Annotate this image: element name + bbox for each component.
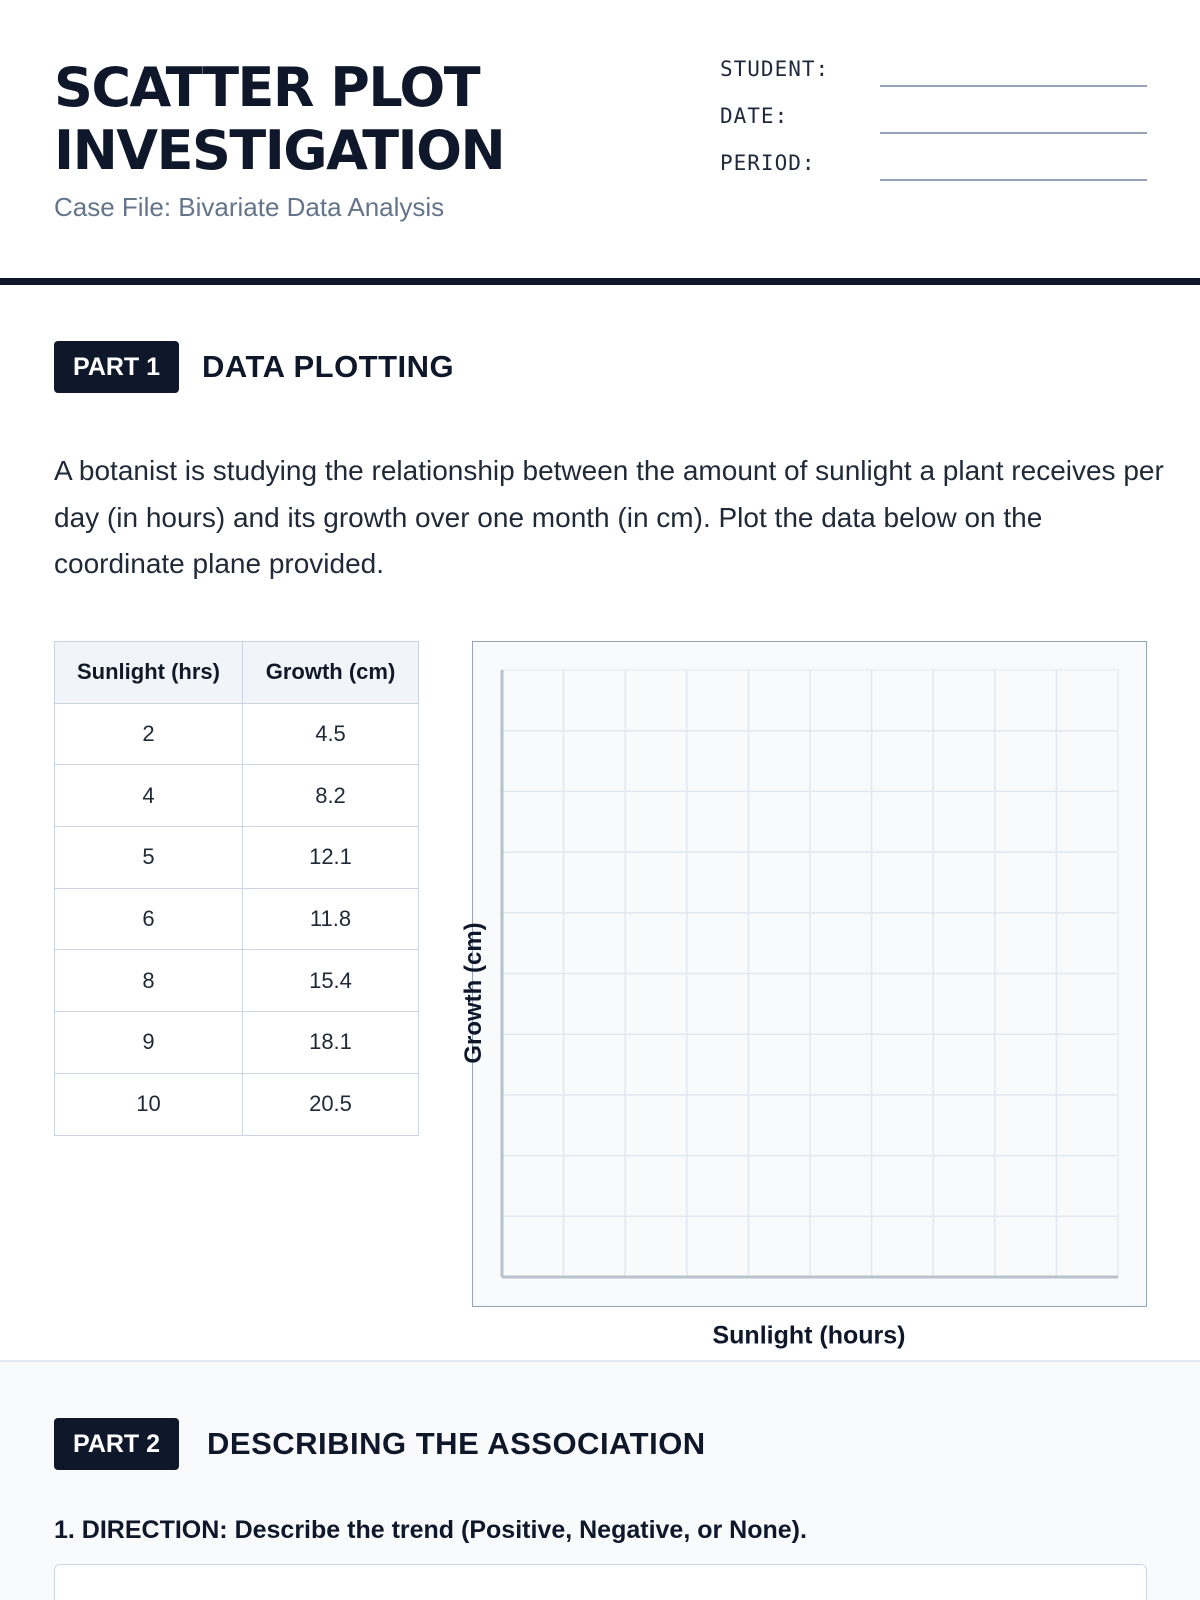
growth-cell: 8.2 [243,765,419,827]
x-axis-label: Sunlight (hours) [712,1321,906,1350]
answer-box-1[interactable] [54,1564,1147,1600]
part1-instructions: A botanist is studying the relationship between the amount of sunlight a plant receives per day (in hours) and its growth over one month (in cm). Plot the data below on the coordinate plane provided. [54,455,1164,579]
table-row [55,1073,419,1135]
sunlight-cell: 5 [55,827,243,889]
sunlight-cell: 2 [55,703,243,765]
column-header-growth: Growth (cm) [243,642,419,704]
table-row [55,950,419,1012]
question-1: 1. DIRECTION: Describe the trend (Positive, Negative, or None). [54,1516,807,1544]
part1-title: DATA PLOTTING [202,349,455,384]
page-title [54,56,504,182]
table-row [55,888,419,950]
header-divider [0,278,1200,285]
period-field [720,151,1147,185]
student-write-line[interactable] [880,85,1147,87]
table-row [55,765,419,827]
title-line-2: INVESTIGATION [54,119,505,182]
table-row [55,827,419,889]
title-line-1: SCATTER PLOT [54,56,480,119]
period-label: PERIOD: [720,151,816,175]
student-label: STUDENT: [720,57,830,81]
period-write-line[interactable] [880,179,1147,181]
date-write-line[interactable] [880,132,1147,134]
column-header-sunlight: Sunlight (hrs) [55,642,243,704]
part2-title: DESCRIBING THE ASSOCIATION [207,1426,706,1461]
date-label: DATE: [720,104,789,128]
growth-cell: 11.8 [243,888,419,950]
plot-grid[interactable] [473,642,1145,1305]
part2-badge: PART 2 [54,1418,179,1470]
page-subtitle: Case File: Bivariate Data Analysis [54,192,445,222]
coordinate-plane[interactable] [472,641,1147,1307]
data-table [54,641,419,1136]
worksheet-header [0,0,1200,280]
growth-cell: 4.5 [243,703,419,765]
y-axis-label: Growth (cm) [460,922,487,1064]
sunlight-cell: 4 [55,765,243,827]
growth-cell: 20.5 [243,1073,419,1135]
sunlight-cell: 9 [55,1012,243,1074]
growth-cell: 18.1 [243,1012,419,1074]
sunlight-cell: 6 [55,888,243,950]
table-header-row [55,642,419,704]
part1-badge: PART 1 [54,341,179,393]
date-field [720,104,1147,138]
table-row [55,703,419,765]
table-row [55,1012,419,1074]
sunlight-cell: 8 [55,950,243,1012]
sunlight-cell: 10 [55,1073,243,1135]
growth-cell: 15.4 [243,950,419,1012]
growth-cell: 12.1 [243,827,419,889]
student-field [720,57,1147,91]
